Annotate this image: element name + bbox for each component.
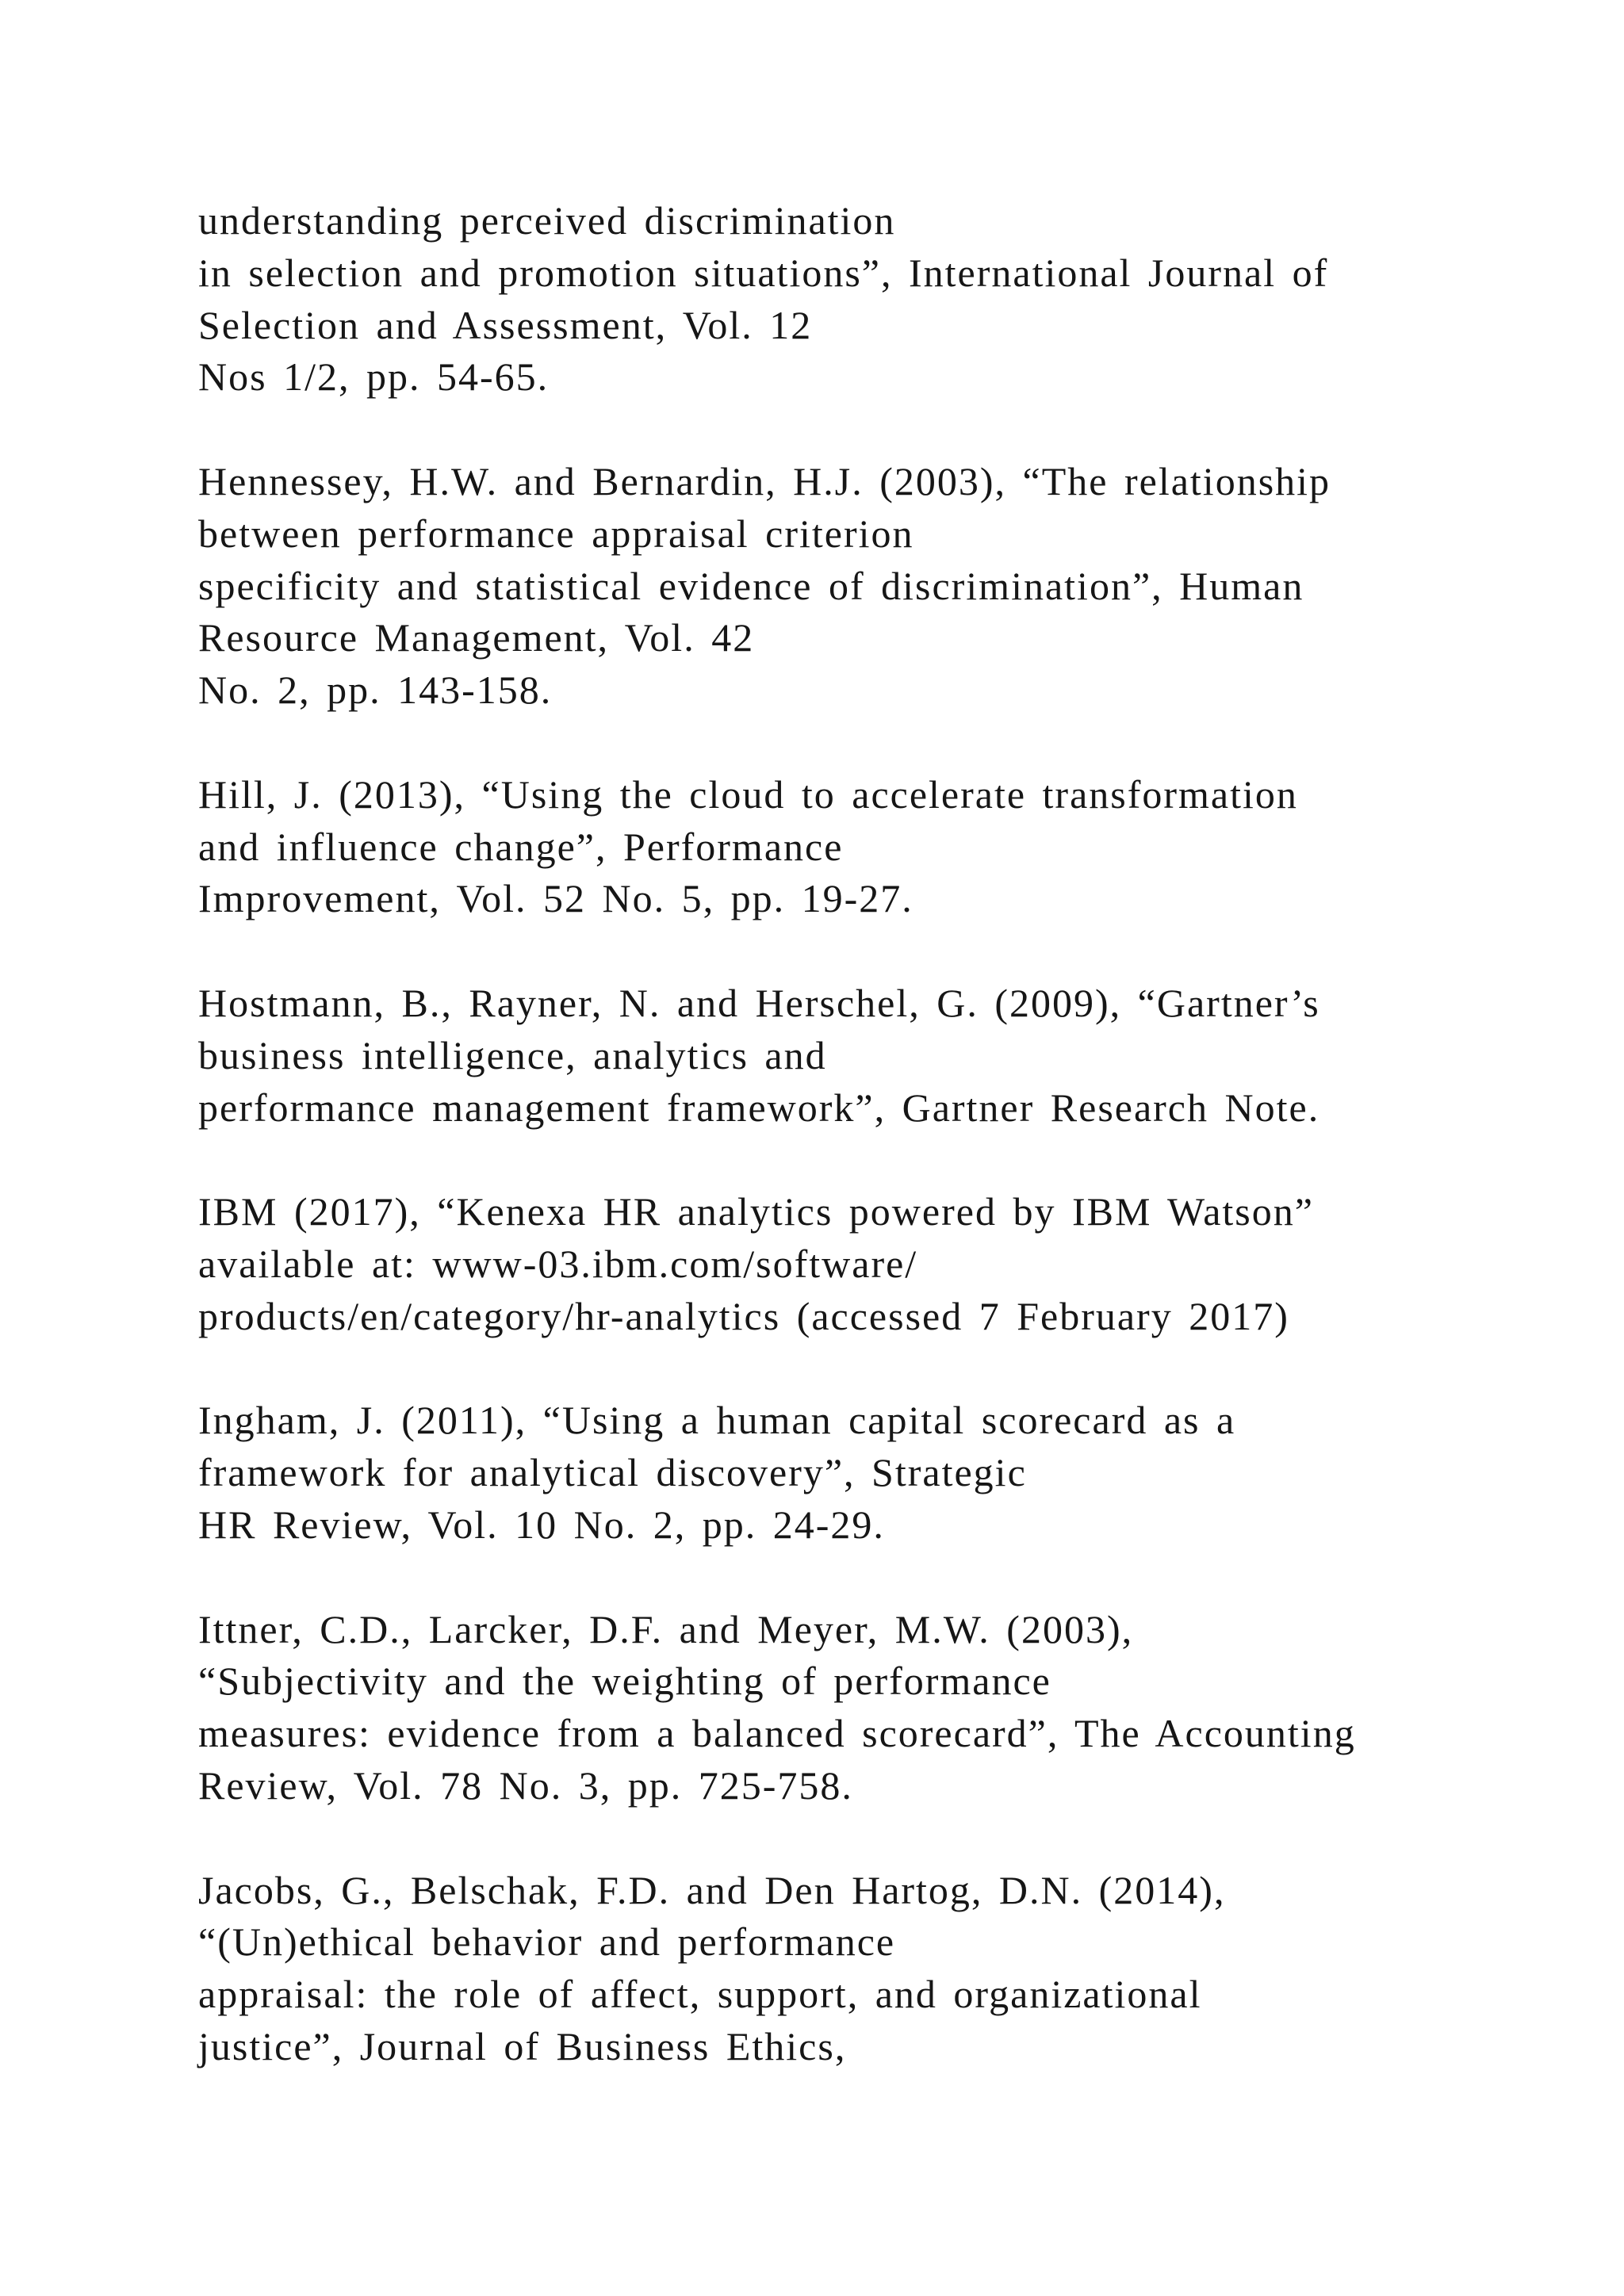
reference-line: Hostmann, B., Rayner, N. and Herschel, G. (2009), “Gartner’s — [198, 980, 1320, 1025]
reference-line: Hennessey, H.W. and Bernardin, H.J. (2003), “The relationship — [198, 458, 1331, 503]
reference-line: Selection and Assessment, Vol. 12 — [198, 302, 813, 347]
reference-line: appraisal: the role of affect, support, and organizational — [198, 1972, 1202, 2017]
reference-entry — [198, 1395, 1562, 1551]
reference-entry — [198, 456, 1562, 717]
reference-line: performance management framework”, Gartner Research Note. — [198, 1085, 1320, 1130]
reference-entry — [198, 1604, 1562, 1812]
reference-line: No. 2, pp. 143-158. — [198, 668, 553, 713]
reference-line: specificity and statistical evidence of discrimination”, Human — [198, 563, 1304, 608]
reference-entry — [198, 769, 1562, 925]
reference-line: Ittner, C.D., Larcker, D.F. and Meyer, M.W. (2003), — [198, 1606, 1134, 1651]
reference-line: Improvement, Vol. 52 No. 5, pp. 19-27. — [198, 876, 914, 921]
reference-line: understanding perceived discrimination — [198, 198, 896, 243]
reference-line: Hill, J. (2013), “Using the cloud to accelerate transformation — [198, 771, 1298, 817]
reference-line: between performance appraisal criterion — [198, 511, 914, 556]
reference-list — [198, 195, 1562, 2125]
reference-line: IBM (2017), “Kenexa HR analytics powered by IBM Watson” — [198, 1189, 1314, 1234]
reference-line: Resource Management, Vol. 42 — [198, 615, 755, 660]
reference-entry — [198, 1186, 1562, 1342]
reference-line: justice”, Journal of Business Ethics, — [198, 2023, 847, 2068]
reference-line: Jacobs, G., Belschak, F.D. and Den Hartog, D.N. (2014), — [198, 1867, 1226, 1912]
reference-line: products/en/category/hr-analytics (accessed 7 February 2017) — [198, 1293, 1289, 1338]
reference-entry — [198, 978, 1562, 1134]
reference-line: in selection and promotion situations”, International Journal of — [198, 250, 1329, 295]
reference-entry — [198, 1865, 1562, 2073]
reference-line: and influence change”, Performance — [198, 824, 844, 869]
reference-line: “(Un)ethical behavior and performance — [198, 1919, 896, 1965]
reference-line: Ingham, J. (2011), “Using a human capital scorecard as a — [198, 1398, 1236, 1443]
reference-line: Review, Vol. 78 No. 3, pp. 725-758. — [198, 1762, 853, 1808]
reference-line: “Subjectivity and the weighting of performance — [198, 1659, 1051, 1704]
reference-entry — [198, 195, 1562, 404]
reference-line: framework for analytical discovery”, Strategic — [198, 1450, 1027, 1495]
reference-line: Nos 1/2, pp. 54-65. — [198, 354, 550, 400]
reference-line: HR Review, Vol. 10 No. 2, pp. 24-29. — [198, 1502, 885, 1547]
reference-line: measures: evidence from a balanced scorecard”, The Accounting — [198, 1711, 1356, 1756]
reference-line: business intelligence, analytics and — [198, 1032, 827, 1077]
reference-line: available at: www-03.ibm.com/software/ — [198, 1241, 918, 1286]
